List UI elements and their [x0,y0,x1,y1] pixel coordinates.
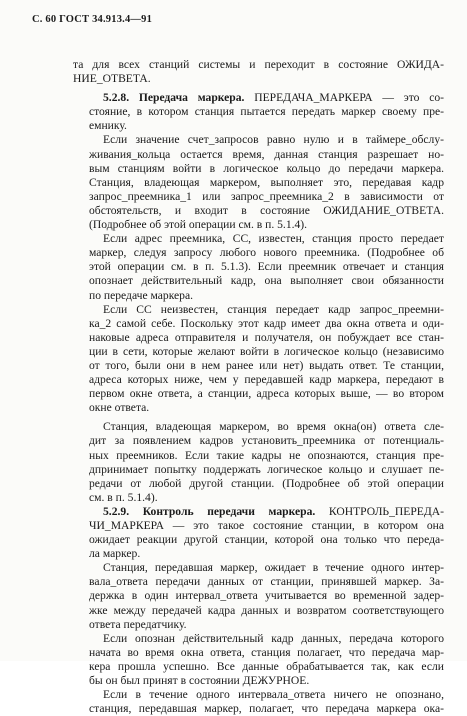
text-line: см. в п. 5.1.4). [89,490,158,504]
text-line: стояние, в котором станция пытается передать маркер своему пре- [89,105,444,119]
section-heading: 5.2.9. Контроль передачи маркера. [103,504,316,518]
text-line: живания_кольца остается время, данная станция разрешает но- [89,147,444,161]
text-line: НИЕ_ОТВЕТА. [73,72,151,86]
text-line [89,505,444,519]
text-line [89,91,444,105]
paragraph [89,232,444,302]
paragraph [89,303,444,416]
page-header: С. 60 ГОСТ 34.913.4—91 [32,14,153,25]
text-line: ЧИ_МАРКЕРА — это такое состояние станции, в котором она [89,519,444,532]
text-line: станция, передавшая маркер, полагает, что передача маркера ока- [89,702,444,716]
text-line: ции в сети, которые желают войти в логическое кольцо (независимо [89,344,444,358]
document-body [73,58,445,716]
text-line: ответа передатчику. [89,617,187,631]
paragraph [73,58,444,86]
text-line: Если СС неизвестен, станция передает кадр запрос_преемни- [103,302,444,316]
paragraph [89,133,444,232]
text-line: Если значение счет_запросов равно нулю и в таймере_обслу- [103,133,444,147]
text-line: Если опознан действительный кадр данных, передача которого [103,631,444,645]
text-line: начата во время окна ответа, станция полагает, что передача мар- [89,645,444,659]
text-line: адреса которых ниже, чем у передавшей кадр маркера, передают в [89,373,444,387]
text-line: та для всех станций системы и переходит в состояние ОЖИДА- [73,58,444,71]
text-line: дпринимает попытку поддержать логическое кольцо и слушает пе- [89,462,444,476]
section-5-2-9 [89,505,444,561]
text-line: этой операции см. в п. 5.1.3). Если преемник отвечает и станция [89,260,444,274]
text-line: окне ответа. [89,401,150,415]
paragraph [89,420,444,505]
text-line: Станция, владеющая маркером, во время окна(он) ответа сле- [103,420,444,434]
text-line: Если в течение одного интервала_ответа ничего не опознано, [103,688,444,702]
text-line: ла маркер. [89,547,141,561]
text-line: ка_2 самой себе. Поскольку этот кадр имеет два окна ответа и оди- [89,316,444,330]
text-line: вым станциям войти в логическое кольцо до передачи маркера. [89,161,444,175]
text-line: обстоятельств, и входит в состояние ОЖИДАНИЕ_ОТВЕТА. [89,203,444,217]
text-line: ожидает реакции другой станции, которой она только что переда- [89,533,444,547]
section-5-2-8 [89,91,444,133]
text-line: держка в один интервал_ответа учитывается во временной задер- [89,589,444,603]
text-line: жке между передачей кадра данных и возвратом соответствующего [89,603,444,617]
heading-continuation: ПЕРЕДАЧА_МАРКЕРА — это со- [244,91,444,105]
paragraph [89,632,444,688]
text-line: бы он был принят в состоянии ДЕЖУРНОЕ. [89,674,310,688]
heading-continuation: КОНТРОЛЬ_ПЕРЕДА- [315,504,445,518]
text-line: опознает действительный кадр, она выполняет свои обязанности [89,274,444,288]
text-line: запрос_преемника_1 или запрос_преемника_2 в зависимости от [89,189,444,203]
text-line: (Подробнее об этой операции см. в п. 5.1.4). [89,218,308,232]
text-line: Если адрес преемника, СС, известен, станция просто передает [103,232,444,246]
text-line: емнику. [89,119,127,133]
text-line: первом окне ответа, а станции, адреса которых выше, — во втором [89,387,444,401]
text-line: кера прошла успешно. Все данные обрабатывается так, как если [89,659,444,673]
text-line: наковые адреса отправителя и получателя, он побуждает все стан- [89,330,444,344]
text-line: ных преемников. Если такие кадры не опознаются, станция пре- [89,448,444,462]
text-line: Станция, передавшая маркер, ожидает в течение одного интер- [103,561,444,575]
text-line: Станция, владеющая маркером, выполняет это, передавая кадр [89,175,444,189]
section-heading: 5.2.8. Передача маркера. [103,91,245,105]
text-line: дит за появлением кадров установить_преемника от потенциаль- [89,434,444,448]
text-line: от того, были они в нем ранее или нет) выдать ответ. Те станции, [89,358,444,372]
paragraph [89,688,444,716]
text-line: маркер, следуя запросу любого нового преемника. (Подробнее об [89,246,444,260]
text-line: по передаче маркера. [89,288,194,302]
text-line: вала_ответа передачи данных от станции, принявшей маркер. За- [89,575,444,589]
paragraph [89,561,444,631]
text-line: редачи от любой другой станции. (Подробнее об этой операции [89,476,444,490]
